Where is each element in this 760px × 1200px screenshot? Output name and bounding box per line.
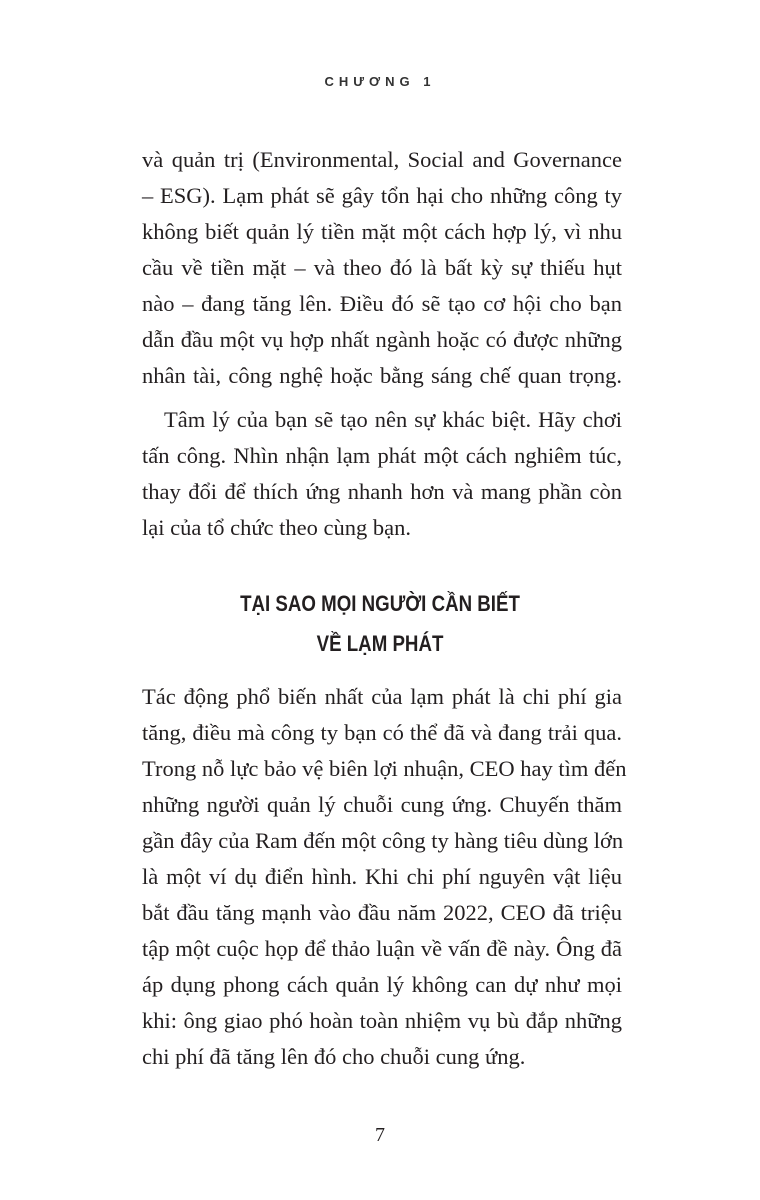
text-line: lại của tổ chức theo cùng bạn. bbox=[142, 515, 411, 540]
text-line: thay đổi để thích ứng nhanh hơn và mang phần còn bbox=[142, 479, 622, 504]
paragraph-1 bbox=[142, 142, 622, 394]
text-line: là một ví dụ điển hình. Khi chi phí nguyên vật liệu bbox=[142, 864, 622, 889]
text-line: áp dụng phong cách quản lý không can dự như mọi bbox=[142, 972, 622, 997]
page-number: 7 bbox=[375, 1124, 385, 1146]
text-line: chi phí đã tăng lên đó cho chuỗi cung ứng. bbox=[142, 1044, 526, 1069]
text-line: cầu về tiền mặt – và theo đó là bất kỳ sự thiếu hụt bbox=[142, 255, 622, 280]
section-heading bbox=[57, 584, 703, 664]
chapter-header: CHƯƠNG 1 bbox=[324, 74, 436, 89]
paragraph-3 bbox=[142, 679, 627, 1075]
text-line: Trong nỗ lực bảo vệ biên lợi nhuận, CEO hay tìm đến bbox=[142, 756, 627, 781]
text-line: tăng, điều mà công ty bạn có thể đã và đang trải qua. bbox=[142, 720, 622, 745]
text-line: bắt đầu tăng mạnh vào đầu năm 2022, CEO đã triệu bbox=[142, 900, 622, 925]
text-line: tập một cuộc họp để thảo luận về vấn đề này. Ông đã bbox=[142, 936, 622, 961]
section-heading-line: VỀ LẠM PHÁT bbox=[316, 631, 444, 656]
text-line: không biết quản lý tiền mặt một cách hợp lý, vì nhu bbox=[142, 219, 622, 244]
text-line: Tâm lý của bạn sẽ tạo nên sự khác biệt. Hãy chơi bbox=[164, 407, 622, 432]
text-line: – ESG). Lạm phát sẽ gây tổn hại cho những công ty bbox=[142, 183, 622, 208]
text-line: gần đây của Ram đến một công ty hàng tiêu dùng lớn bbox=[142, 828, 624, 853]
text-line: nhân tài, công nghệ hoặc bằng sáng chế quan trọng. bbox=[142, 363, 622, 388]
section-heading-line: TẠI SAO MỌI NGƯỜI CẦN BIẾT bbox=[240, 591, 520, 616]
text-line: Tác động phổ biến nhất của lạm phát là chi phí gia bbox=[142, 684, 622, 709]
text-line: tấn công. Nhìn nhận lạm phát một cách nghiêm túc, bbox=[142, 443, 622, 468]
paragraph-2 bbox=[142, 402, 622, 546]
text-line: dẫn đầu một vụ hợp nhất ngành hoặc có được những bbox=[142, 327, 622, 352]
text-line: và quản trị (Environmental, Social and Governance bbox=[142, 147, 622, 172]
text-line: nào – đang tăng lên. Điều đó sẽ tạo cơ hội cho bạn bbox=[142, 291, 622, 316]
text-line: những người quản lý chuỗi cung ứng. Chuyến thăm bbox=[142, 792, 622, 817]
text-line: khi: ông giao phó hoàn toàn nhiệm vụ bù đắp những bbox=[142, 1008, 622, 1033]
